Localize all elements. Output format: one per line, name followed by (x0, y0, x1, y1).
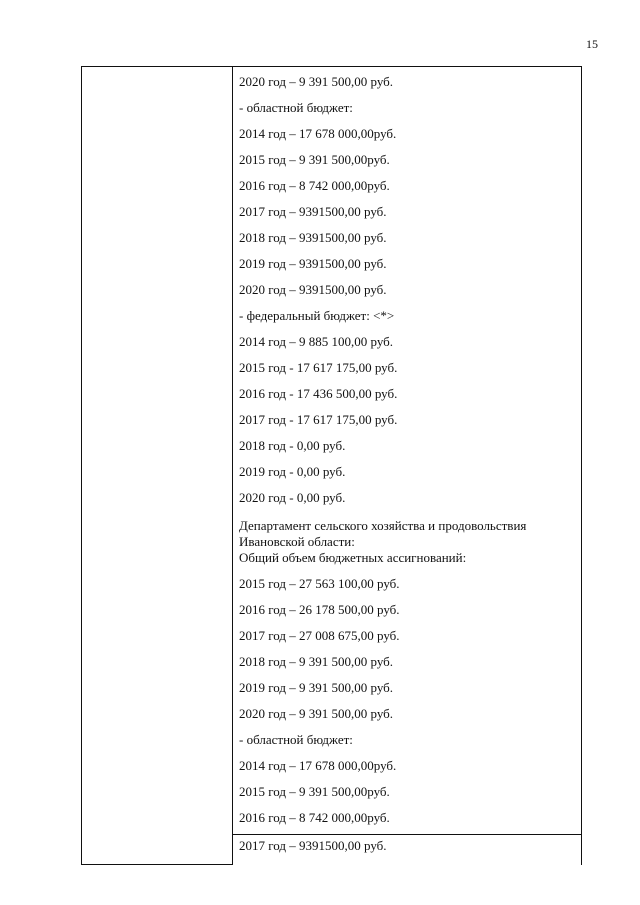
text-line: 2016 год - 17 436 500,00 руб. (239, 386, 398, 401)
text-line: 2014 год – 17 678 000,00руб. (239, 126, 397, 141)
text-line: 2019 год – 9 391 500,00 руб. (239, 680, 394, 695)
text-line: 2017 год – 9391500,00 руб. (239, 838, 387, 853)
text-line: - областной бюджет: (239, 732, 353, 747)
text-line: 2019 год – 9391500,00 руб. (239, 256, 387, 271)
text-line: - федеральный бюджет: <*> (239, 308, 395, 323)
text-line: Ивановской области: (239, 534, 355, 549)
text-line: Департамент сельского хозяйства и продовольствия (239, 518, 527, 533)
text-line: 2017 год - 17 617 175,00 руб. (239, 412, 398, 427)
text-line: 2017 год – 9391500,00 руб. (239, 204, 387, 219)
table-left-column (81, 66, 233, 865)
text-line: 2015 год - 17 617 175,00 руб. (239, 360, 398, 375)
text-line: 2018 год – 9 391 500,00 руб. (239, 654, 394, 669)
text-line: 2015 год – 9 391 500,00руб. (239, 784, 390, 799)
text-line: 2018 год - 0,00 руб. (239, 438, 346, 453)
text-line: 2020 год – 9 391 500,00 руб. (239, 74, 394, 89)
text-line: 2016 год – 8 742 000,00руб. (239, 810, 390, 825)
text-line: 2015 год – 27 563 100,00 руб. (239, 576, 400, 591)
text-line: 2020 год – 9 391 500,00 руб. (239, 706, 394, 721)
text-line: 2017 год – 27 008 675,00 руб. (239, 628, 400, 643)
text-line: 2020 год – 9391500,00 руб. (239, 282, 387, 297)
text-line: 2014 год – 17 678 000,00руб. (239, 758, 397, 773)
page-number: 15 (586, 37, 598, 51)
text-line: 2020 год - 0,00 руб. (239, 490, 346, 505)
text-line: 2016 год – 26 178 500,00 руб. (239, 602, 400, 617)
text-line: - областной бюджет: (239, 100, 353, 115)
table-row-divider (233, 834, 582, 835)
text-line: 2015 год – 9 391 500,00руб. (239, 152, 390, 167)
text-line: 2019 год - 0,00 руб. (239, 464, 346, 479)
text-line: Общий объем бюджетных ассигнований: (239, 550, 467, 565)
text-line: 2014 год – 9 885 100,00 руб. (239, 334, 394, 349)
text-line: 2016 год – 8 742 000,00руб. (239, 178, 390, 193)
text-line: 2018 год – 9391500,00 руб. (239, 230, 387, 245)
